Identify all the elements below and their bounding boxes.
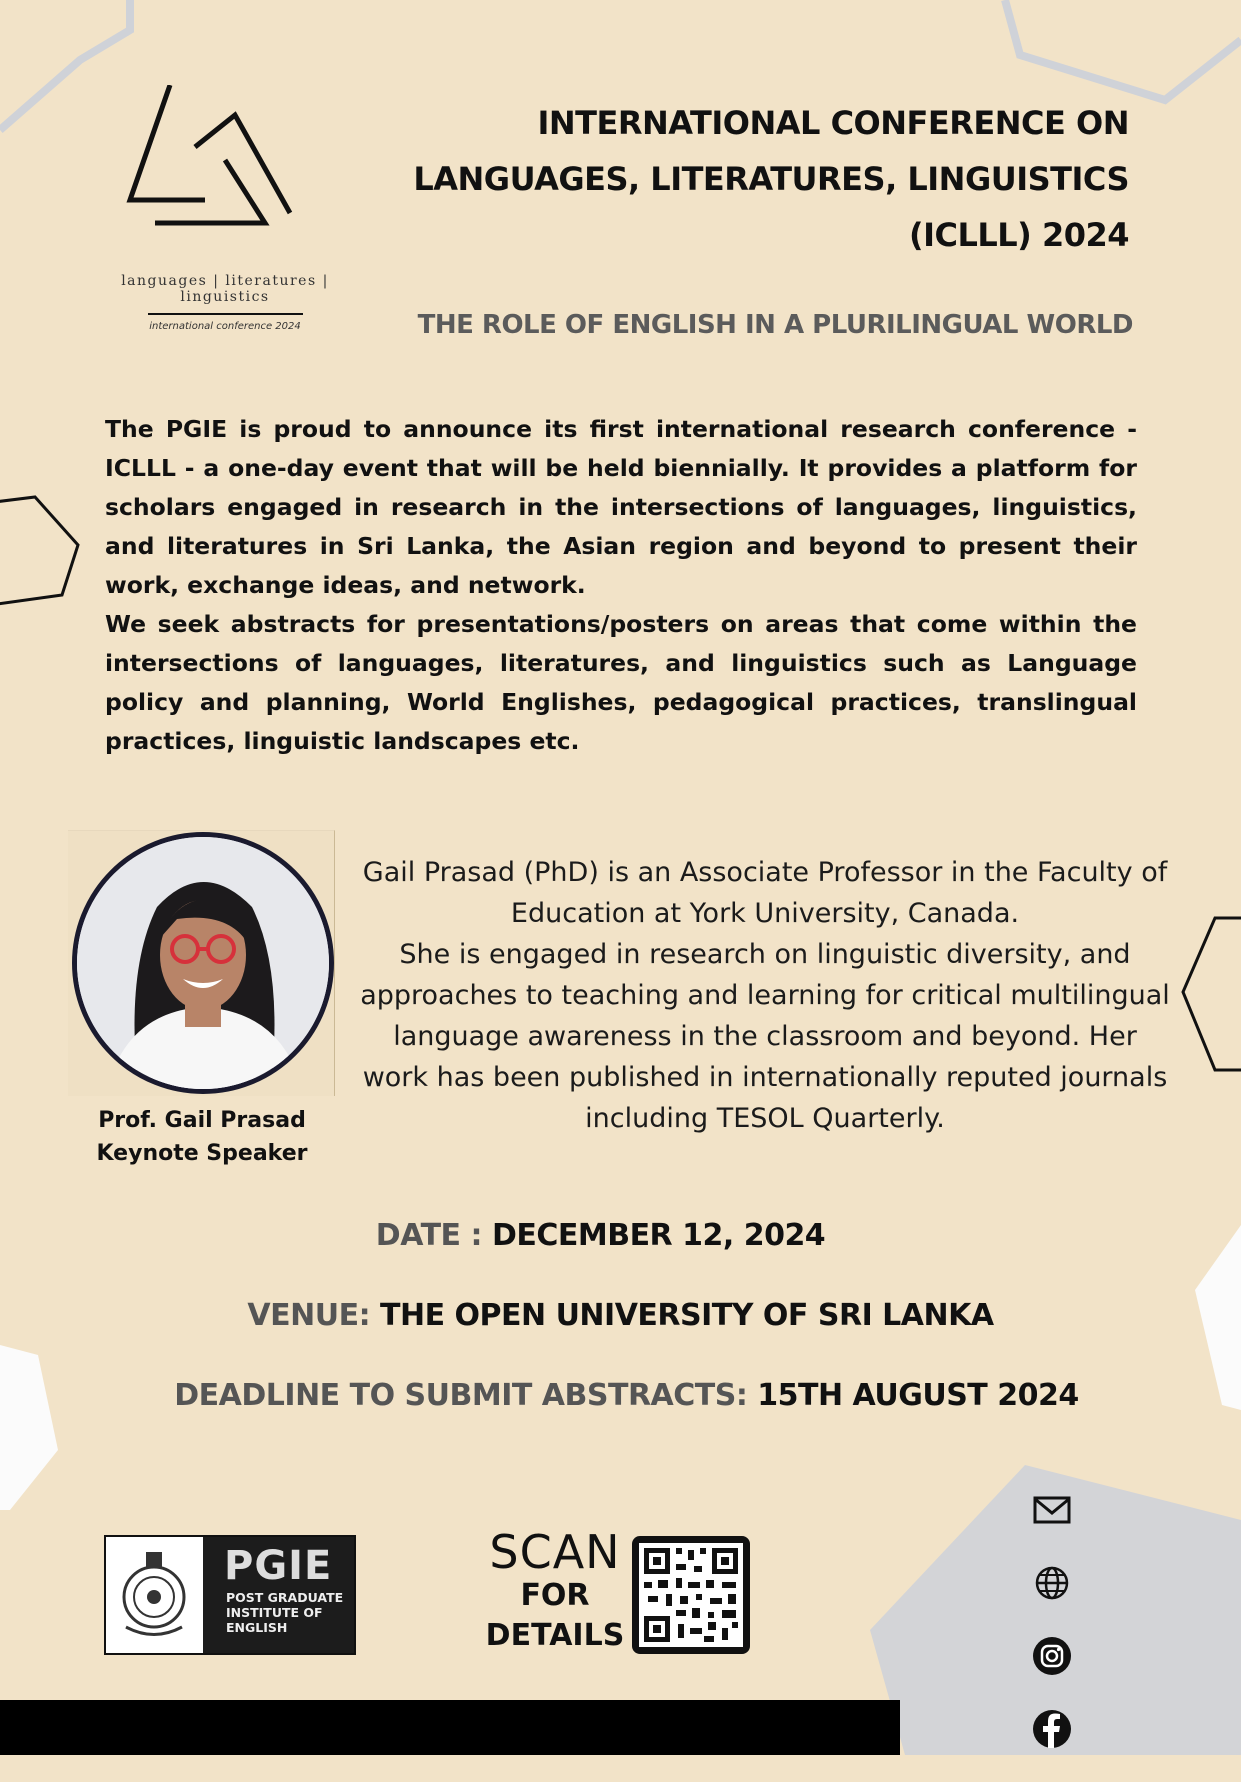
contact-icons: [1032, 1490, 1072, 1782]
date-value: DECEMBER 12, 2024: [491, 1218, 826, 1253]
deadline-label: DEADLINE TO SUBMIT ABSTRACTS:: [174, 1378, 758, 1413]
mail-icon[interactable]: [1032, 1490, 1072, 1530]
globe-icon[interactable]: [1032, 1563, 1072, 1603]
title-line-1: INTERNATIONAL CONFERENCE ON: [537, 104, 1129, 142]
intro-paragraph-2: We seek abstracts for presentations/posters on areas that come within the intersections of languages, literatures, and linguistics such as Language policy and planning, World Englishes, pedagogical practices, translingual practices, linguistic landscapes etc.: [105, 610, 1137, 755]
speaker-name: Prof. Gail Prasad: [98, 1108, 306, 1133]
pgie-name-line-3: ENGLISH: [226, 1620, 288, 1635]
deadline-value: 15TH AUGUST 2024: [757, 1378, 1079, 1413]
date-line: [0, 1218, 1221, 1253]
speaker-bio: [360, 852, 1170, 1139]
bio-paragraph-2: She is engaged in research on linguistic diversity, and approaches to teaching and learning for critical multilingual language awareness in the classroom and beyond. Her work has been published in internationally reputed journals including TESOL Quarterly.: [360, 939, 1170, 1134]
instagram-icon[interactable]: [1032, 1636, 1072, 1676]
for-text: FOR: [520, 1578, 590, 1613]
logo-subtitle: languages | literatures | linguistics: [121, 273, 329, 305]
pgie-fullname: [226, 1590, 343, 1635]
speaker-photo: [72, 832, 334, 1094]
pgie-name-line-2: INSTITUTE OF: [226, 1605, 323, 1620]
pgie-name-line-1: POST GRADUATE: [226, 1590, 344, 1605]
speaker-caption: [62, 1104, 342, 1170]
qr-code-icon[interactable]: [632, 1536, 750, 1654]
pgie-acronym: PGIE: [224, 1543, 333, 1589]
title-line-2: LANGUAGES, LITERATURES, LINGUISTICS: [413, 160, 1129, 198]
conference-title: [349, 95, 1129, 263]
bottom-bar: [0, 1700, 900, 1755]
venue-label: VENUE:: [247, 1298, 381, 1333]
deadline-line: [6, 1378, 1241, 1413]
date-label: DATE :: [375, 1218, 492, 1253]
facebook-icon[interactable]: [1032, 1709, 1072, 1749]
intro-paragraph-1: The PGIE is proud to announce its first international research conference - ICLLL - a one-day event that will be held biennially. It provides a platform for scholars engaged in research in the intersections of languages, linguistics, and literatures in Sri Lanka, the Asian region and beyond to present their work, exchange ideas, and network.: [105, 415, 1137, 599]
speaker-role: Keynote Speaker: [96, 1141, 308, 1166]
logo-conference-text: international conference 2024: [149, 321, 301, 332]
logo-divider: [148, 313, 303, 315]
conference-logo: [80, 85, 370, 345]
triangle-logo-icon: [125, 85, 325, 265]
venue-line: [0, 1298, 1241, 1333]
university-crest-icon: [106, 1537, 203, 1653]
scan-for-details: [480, 1527, 630, 1657]
intro-text: [105, 410, 1137, 761]
details-text: DETAILS: [485, 1618, 625, 1653]
speaker-portrait-icon: [77, 837, 329, 1089]
scan-text: SCAN: [489, 1525, 621, 1579]
conference-theme: THE ROLE OF ENGLISH IN A PLURILINGUAL WORLD: [417, 310, 1133, 340]
pgie-logo: [104, 1535, 356, 1655]
venue-value: THE OPEN UNIVERSITY OF SRI LANKA: [380, 1298, 994, 1333]
title-line-3: (ICLLL) 2024: [908, 216, 1129, 254]
bio-paragraph-1: Gail Prasad (PhD) is an Associate Professor in the Faculty of Education at York University, Canada.: [362, 857, 1168, 929]
